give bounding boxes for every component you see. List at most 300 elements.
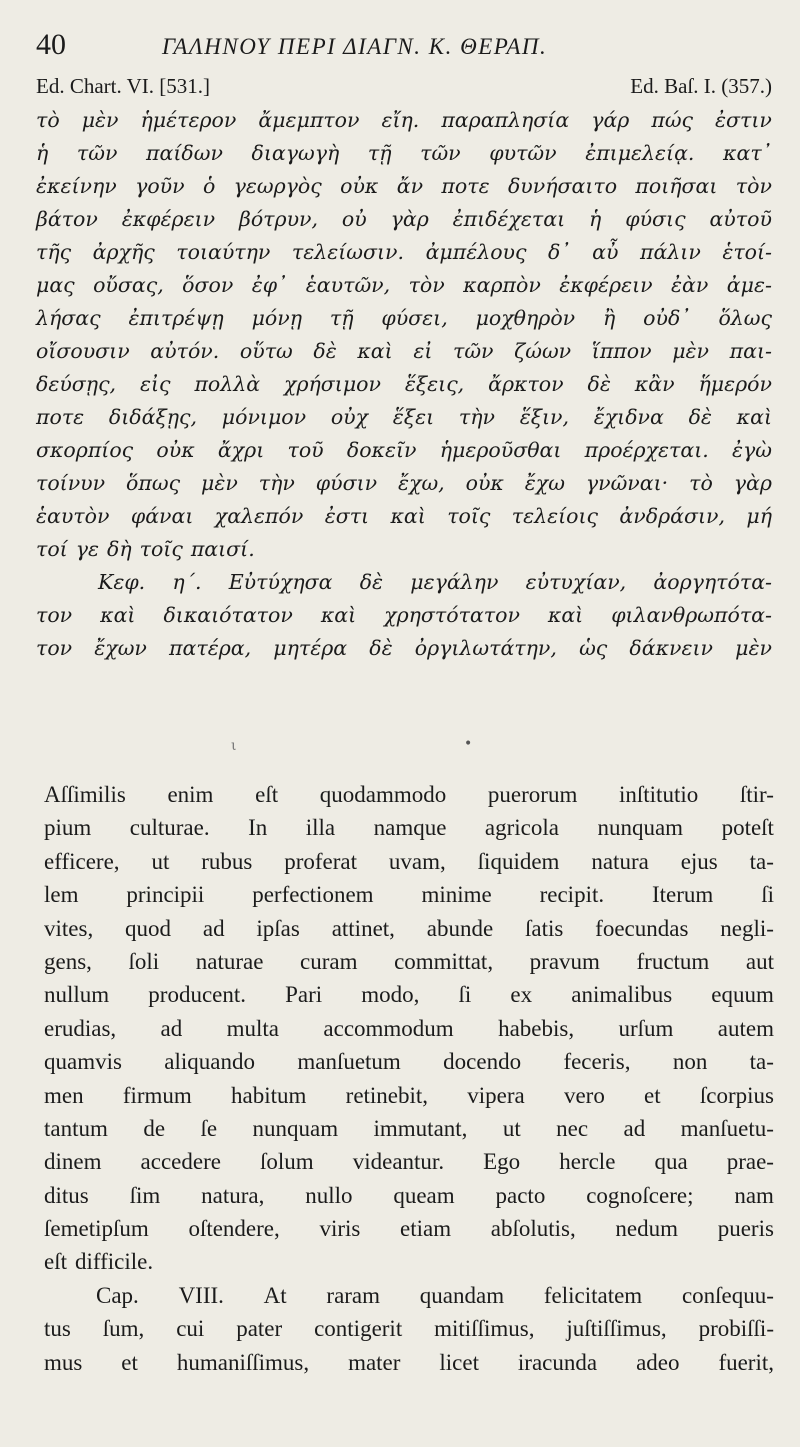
greek-word: ἔχω	[524, 471, 565, 495]
greek-word: δὲ	[359, 570, 384, 594]
greek-word: ἵππον	[591, 339, 652, 363]
greek-line	[36, 500, 772, 533]
greek-word: ἡμέτερον	[140, 108, 237, 132]
latin-line	[44, 1045, 774, 1078]
greek-word: πώς	[651, 108, 694, 132]
latin-word: manſuetum	[297, 1049, 401, 1075]
latin-line	[44, 1179, 774, 1212]
greek-line	[36, 203, 772, 236]
greek-word: τοιαύτην	[176, 240, 271, 264]
latin-word: abunde	[426, 915, 494, 941]
latin-word: ad	[160, 1015, 183, 1041]
greek-word: Εὐτύχησα	[228, 570, 333, 594]
latin-word: ejus	[680, 848, 718, 874]
greek-word: παι-	[729, 339, 772, 363]
latin-word: animalibus	[571, 982, 673, 1008]
greek-word: ἀμπέλους	[425, 240, 527, 264]
latin-word: At	[263, 1282, 287, 1308]
greek-line	[36, 467, 772, 500]
latin-word: de	[143, 1115, 166, 1141]
greek-word: οὔσας,	[93, 273, 164, 297]
greek-word: λήσας	[36, 306, 101, 330]
greek-word: χρηστότατον	[384, 603, 520, 627]
greek-word: ὅλως	[718, 306, 772, 330]
greek-word: τοίνυν	[36, 471, 106, 495]
greek-word: γάρ	[591, 108, 630, 132]
greek-word: εὐτυχίαν,	[525, 570, 627, 594]
greek-word: ἐπιτρέψῃ	[128, 306, 224, 330]
greek-word: μεγάλην	[410, 570, 499, 594]
greek-word: εἰ	[413, 339, 433, 363]
latin-word: negli-	[720, 915, 774, 941]
latin-word: vites,	[44, 915, 94, 941]
latin-word: curam	[300, 948, 358, 974]
latin-word: cognoſcere;	[586, 1182, 694, 1208]
latin-line	[44, 1245, 774, 1278]
printer-mark-left: ι	[231, 738, 237, 754]
latin-word: proferat	[284, 848, 358, 874]
greek-word: ἔχιδνα	[593, 405, 664, 429]
latin-word: cui	[176, 1316, 205, 1342]
greek-line	[36, 137, 772, 170]
greek-word: ἐπιμελείᾳ.	[585, 141, 695, 165]
latin-word: nec	[556, 1115, 589, 1141]
greek-word: δικαιότατον	[163, 603, 293, 627]
greek-word: τοί	[36, 537, 68, 561]
latin-line	[44, 1012, 774, 1045]
greek-word: ἔχω,	[398, 471, 445, 495]
latin-word: quandam	[419, 1282, 505, 1308]
greek-word: τοῖς	[139, 537, 183, 561]
latin-line	[44, 845, 774, 878]
greek-word: ζώων	[514, 339, 572, 363]
greek-word: ἐπιδέχεται	[452, 207, 566, 231]
greek-word: παραπλησία	[441, 108, 570, 132]
latin-word: Pari	[285, 982, 323, 1008]
latin-word: conſequu-	[681, 1282, 774, 1308]
latin-word: foecundas	[595, 915, 689, 941]
greek-line	[36, 401, 772, 434]
greek-word: δάκνειν	[629, 636, 713, 660]
greek-word: τὴν	[458, 405, 495, 429]
latin-word: tantum	[44, 1115, 108, 1141]
greek-word: μὲν	[672, 339, 709, 363]
greek-word: τῶν	[452, 339, 494, 363]
latin-word: non	[672, 1049, 708, 1075]
greek-word: ἥμερόν	[698, 372, 772, 396]
latin-word: ſim	[129, 1182, 161, 1208]
latin-word: gens,	[44, 948, 92, 974]
latin-word: quod	[125, 915, 172, 941]
greek-word: καὶ	[736, 405, 772, 429]
latin-word: ſolum	[260, 1149, 314, 1175]
greek-word: χαλεπόν	[214, 504, 304, 528]
greek-line	[36, 599, 772, 632]
greek-word: ἄχρι	[217, 438, 265, 462]
latin-word: et	[644, 1082, 661, 1108]
greek-word: μὲν	[735, 636, 772, 660]
greek-line	[36, 335, 772, 368]
latin-line	[44, 912, 774, 945]
latin-word: firmum	[122, 1082, 192, 1108]
greek-word: γεωργὸς	[233, 174, 322, 198]
greek-word: φυτῶν	[489, 141, 557, 165]
greek-word: μας	[36, 273, 75, 297]
latin-word: culturae.	[129, 815, 210, 841]
greek-word: ἐφ᾿	[251, 273, 288, 297]
latin-word: felicitatem	[543, 1282, 643, 1308]
latin-word: nunquam	[597, 815, 684, 841]
greek-word: φύσις	[625, 207, 686, 231]
greek-word: δοκεῖν	[346, 438, 417, 462]
greek-word: ποτε	[441, 174, 490, 198]
latin-word: autem	[717, 1015, 774, 1041]
greek-word: διδάξῃς,	[108, 405, 198, 429]
greek-word: δὲ	[587, 372, 611, 396]
greek-line	[36, 632, 772, 665]
latin-word: nullum	[44, 982, 110, 1008]
latin-word: puerorum	[487, 782, 578, 807]
latin-word: oſtendere,	[188, 1216, 280, 1242]
latin-line	[44, 1145, 774, 1178]
latin-line	[44, 1212, 774, 1245]
greek-word: σκορπίος	[36, 438, 134, 462]
latin-word: ſi	[458, 982, 472, 1008]
latin-word: ſtir-	[739, 782, 774, 807]
latin-word: difficile.	[75, 1249, 154, 1275]
greek-word: εἰς	[140, 372, 171, 396]
greek-word: αὖ	[592, 240, 619, 264]
latin-word: ipſas	[256, 915, 300, 941]
latin-word: videantur.	[352, 1149, 445, 1175]
greek-word: εἴη.	[381, 108, 420, 132]
latin-word: etiam	[400, 1216, 452, 1242]
latin-word: contigerit	[314, 1316, 403, 1342]
greek-word: ἀοργητότα-	[653, 570, 772, 594]
greek-word: δὲ	[313, 339, 337, 363]
latin-word: men	[44, 1082, 84, 1108]
latin-word: agricola	[484, 815, 559, 841]
latin-word: naturae	[195, 948, 264, 974]
greek-word: ὁ	[202, 174, 216, 198]
latin-word: illa	[305, 815, 336, 841]
latin-word: urſum	[618, 1015, 674, 1041]
greek-word: ἡ	[589, 207, 602, 231]
latin-text-block	[44, 778, 774, 1379]
latin-word: aut	[745, 948, 774, 974]
latin-word: recipit.	[539, 882, 605, 908]
latin-word: erudias,	[44, 1015, 117, 1041]
latin-word: retinebit,	[345, 1082, 429, 1108]
latin-word: Aſſimilis	[44, 782, 126, 807]
greek-word: τοῖς	[447, 504, 491, 528]
greek-word: μή	[746, 504, 772, 528]
greek-word: μοχθηρὸν	[475, 306, 576, 330]
greek-word: προέρχεται.	[584, 438, 709, 462]
greek-word: πολλὰ	[194, 372, 261, 396]
latin-word: ſiquidem	[477, 848, 560, 874]
latin-word: habebis,	[498, 1015, 575, 1041]
latin-word: efficere,	[44, 848, 120, 874]
greek-word: ἕξιν,	[519, 405, 569, 429]
latin-word: ſum,	[102, 1316, 145, 1342]
latin-word: Cap.	[96, 1282, 139, 1308]
greek-word: γε	[75, 537, 99, 561]
latin-word: uvam,	[388, 848, 446, 874]
latin-word: nam	[734, 1182, 774, 1208]
latin-line	[44, 945, 774, 978]
greek-word: ὀργιλωτάτην,	[414, 636, 557, 660]
latin-word: ta-	[749, 1049, 774, 1075]
latin-word: minime	[421, 882, 492, 908]
greek-word: τῶν	[76, 141, 118, 165]
latin-word: multa	[226, 1015, 280, 1041]
latin-word: ta-	[749, 848, 774, 874]
greek-word: αὐτοῦ	[709, 207, 772, 231]
latin-line	[44, 1279, 774, 1312]
greek-word: ὡς	[579, 636, 608, 660]
latin-word: lem	[44, 882, 79, 908]
latin-word: producent.	[148, 982, 246, 1008]
greek-line	[36, 533, 772, 566]
running-title: ΓΑΛΗΝΟΥ ΠΕΡΙ ΔΙΑΓΝ. Κ. ΘΕΡΑΠ.	[162, 34, 548, 59]
latin-word: aliquando	[164, 1049, 255, 1075]
greek-word: δὲ	[688, 405, 712, 429]
latin-word: VIII.	[178, 1282, 224, 1308]
latin-word: ut	[151, 848, 170, 874]
latin-word: pueris	[717, 1216, 774, 1242]
printer-marks	[0, 736, 800, 756]
latin-word: ditus	[44, 1182, 89, 1208]
greek-word: τὸ	[36, 108, 60, 132]
latin-word: probiſſi-	[698, 1316, 774, 1342]
greek-word: γὰρ	[390, 207, 429, 231]
greek-word: μητέρα	[273, 636, 348, 660]
page-header	[36, 28, 776, 68]
greek-word: ἀνδράσιν,	[619, 504, 725, 528]
greek-word: Κεφ.	[98, 570, 146, 594]
latin-word: feceris,	[563, 1049, 631, 1075]
greek-word: ἄμεμπτον	[258, 108, 360, 132]
latin-word: inſtitutio	[619, 782, 699, 807]
latin-word: quodammodo	[319, 782, 447, 807]
greek-word: καὶ	[320, 603, 357, 627]
latin-word: raram	[326, 1282, 381, 1308]
page-number: 40	[36, 28, 66, 61]
latin-line	[44, 811, 774, 844]
latin-word: enim	[167, 782, 214, 807]
latin-word: tus	[44, 1316, 71, 1342]
latin-word: ex	[510, 982, 533, 1008]
latin-word: hercle	[559, 1149, 616, 1175]
greek-word: ἕξει	[392, 405, 435, 429]
greek-word: καὶ	[100, 603, 136, 627]
latin-word: modo,	[361, 982, 420, 1008]
greek-word: τῆς	[36, 240, 72, 264]
greek-word: φάναι	[130, 504, 194, 528]
latin-word: accommodum	[323, 1015, 454, 1041]
greek-word: οἴσουσιν	[36, 339, 130, 363]
greek-line	[36, 368, 772, 401]
greek-word: ὅσον	[182, 273, 234, 297]
latin-word: fructum	[636, 948, 710, 974]
greek-word: ἐστιν	[715, 108, 772, 132]
printer-mark-right: •	[464, 736, 473, 752]
greek-word: τὸν	[408, 273, 445, 297]
greek-word: ἀμε-	[726, 273, 772, 297]
greek-word: καὶ	[547, 603, 584, 627]
latin-line	[44, 1079, 774, 1112]
latin-word: ad	[202, 915, 225, 941]
latin-word: iracunda	[517, 1349, 598, 1375]
greek-word: οὐκ	[156, 438, 195, 462]
greek-word: κατ᾿	[723, 141, 772, 165]
greek-word: μόνῃ	[251, 306, 302, 330]
greek-word: ἔχων	[94, 636, 147, 660]
latin-word: habitum	[231, 1082, 307, 1108]
greek-line	[36, 170, 772, 203]
latin-word: ad	[623, 1115, 646, 1141]
greek-word: ἕξεις,	[404, 372, 465, 396]
greek-word: ἢ	[603, 306, 616, 330]
greek-word: βότρυν,	[238, 207, 319, 231]
latin-word: pater	[236, 1316, 283, 1342]
latin-word: adeo	[636, 1349, 680, 1375]
greek-word: δυνήσαιτο	[507, 174, 618, 198]
greek-word: ἐκείνην	[36, 174, 117, 198]
greek-word: ἄν	[396, 174, 424, 198]
greek-word: οὐδ᾿	[643, 306, 691, 330]
greek-word: αὐτόν.	[150, 339, 220, 363]
greek-word: οὐχ	[330, 405, 369, 429]
greek-word: τελείωσιν.	[291, 240, 405, 264]
greek-word: μὲν	[81, 108, 119, 132]
greek-word: ἡ	[36, 141, 49, 165]
greek-word: δὲ	[369, 636, 393, 660]
latin-word: immutant,	[373, 1115, 468, 1141]
latin-word: docendo	[443, 1049, 522, 1075]
latin-word: mater	[348, 1349, 401, 1375]
greek-word: ποτε	[36, 405, 85, 429]
latin-word: nunquam	[252, 1115, 339, 1141]
greek-text-block	[36, 104, 772, 665]
greek-word: καὶ	[390, 504, 426, 528]
latin-word: dinem	[44, 1149, 102, 1175]
latin-word: ſoli	[128, 948, 160, 974]
greek-word: ἡμεροῦσθαι	[439, 438, 562, 462]
greek-line	[36, 302, 772, 335]
latin-word: poteſt	[721, 815, 774, 841]
latin-word: nedum	[615, 1216, 679, 1242]
latin-word: quamvis	[44, 1049, 122, 1075]
greek-word: τοῦ	[287, 438, 324, 462]
latin-word: ſatis	[525, 915, 564, 941]
greek-word: τὴν	[258, 471, 295, 495]
greek-line	[36, 566, 772, 599]
latin-line	[44, 878, 774, 911]
latin-word: committat,	[394, 948, 494, 974]
latin-word: eſt	[44, 1249, 67, 1275]
latin-word: juſtiſſimus,	[566, 1316, 667, 1342]
greek-word: τῇ	[329, 306, 354, 330]
greek-word: δ᾿	[548, 240, 571, 264]
latin-line	[44, 1312, 774, 1345]
greek-word: τὸ	[689, 471, 713, 495]
greek-line	[36, 236, 772, 269]
greek-word: μόνιμον	[221, 405, 307, 429]
greek-word: δεύσῃς,	[36, 372, 117, 396]
greek-word: φύσει,	[381, 306, 448, 330]
latin-word: namque	[373, 815, 447, 841]
latin-word: attinet,	[331, 915, 395, 941]
latin-word: queam	[393, 1182, 455, 1208]
edition-basel: Ed. Baſ. I. (357.)	[630, 74, 772, 98]
greek-word: τῇ	[367, 141, 392, 165]
edition-chartier: Ed. Chart. VI. [531.]	[36, 74, 210, 98]
greek-word: τον	[36, 603, 73, 627]
latin-word: vipera	[467, 1082, 525, 1108]
latin-line	[44, 978, 774, 1011]
greek-word: οὐ	[341, 207, 367, 231]
latin-word: perfectionem	[252, 882, 374, 908]
greek-word: ἄρκτον	[488, 372, 564, 396]
greek-word: ἑαυτῶν,	[305, 273, 391, 297]
greek-word: ἑτοί-	[722, 240, 772, 264]
greek-word: πατέρα,	[169, 636, 252, 660]
greek-word: ἑαυτὸν	[36, 504, 110, 528]
greek-word: η΄.	[172, 570, 202, 594]
greek-word: γὰρ	[733, 471, 772, 495]
greek-line	[36, 434, 772, 467]
greek-word: ἐστι	[324, 504, 370, 528]
latin-word: ut	[502, 1115, 521, 1141]
latin-line	[44, 778, 774, 811]
greek-word: γοῦν	[135, 174, 185, 198]
greek-word: τελείοις	[511, 504, 599, 528]
greek-line	[36, 104, 772, 137]
greek-word: ὅπως	[126, 471, 181, 495]
latin-word: fuerit,	[718, 1349, 774, 1375]
greek-line	[36, 269, 772, 302]
greek-word: καρπὸν	[463, 273, 541, 297]
latin-word: prae-	[726, 1149, 774, 1175]
latin-word: Ego	[483, 1149, 521, 1175]
latin-word: vero	[563, 1082, 605, 1108]
latin-word: mitiſſimus,	[434, 1316, 535, 1342]
greek-word: οὕτω	[239, 339, 293, 363]
latin-word: abſolutis,	[490, 1216, 576, 1242]
latin-line	[44, 1346, 774, 1379]
greek-word: πάλιν	[639, 240, 701, 264]
greek-word: τὸν	[735, 174, 772, 198]
greek-word: παισί.	[190, 537, 255, 561]
greek-word: κἂν	[634, 372, 675, 396]
latin-word: pravum	[529, 948, 600, 974]
greek-word: χρήσιμον	[284, 372, 381, 396]
latin-word: qua	[654, 1149, 688, 1175]
greek-word: διαγωγὴ	[251, 141, 340, 165]
latin-word: pacto	[495, 1182, 546, 1208]
latin-word: rubus	[201, 848, 253, 874]
greek-word: δὴ	[107, 537, 132, 561]
latin-word: accedere	[140, 1149, 221, 1175]
greek-word: ποιῆσαι	[635, 174, 718, 198]
latin-word: humaniſſimus,	[176, 1349, 310, 1375]
latin-word: eſt	[255, 782, 279, 807]
greek-word: οὐκ	[465, 471, 504, 495]
latin-word: natura,	[201, 1182, 265, 1208]
latin-word: viris	[319, 1216, 361, 1242]
